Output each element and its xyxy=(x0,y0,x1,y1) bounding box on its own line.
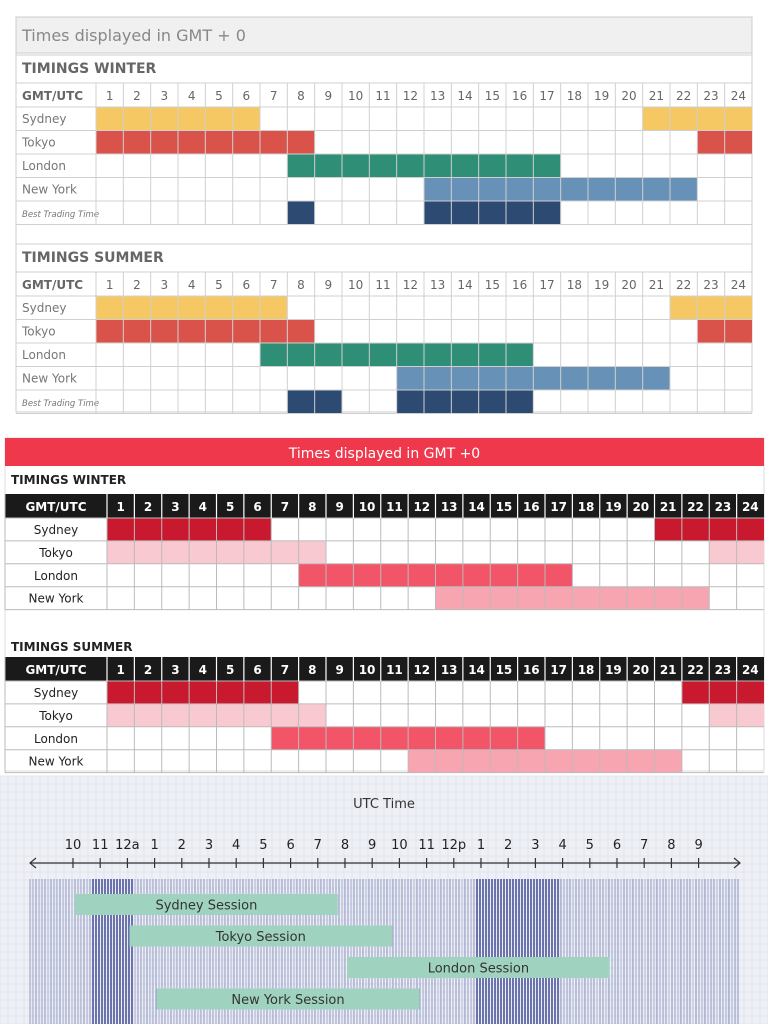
hour-label: 17 xyxy=(539,278,555,292)
hour-label: 1 xyxy=(116,663,125,677)
hour-label: 5 xyxy=(215,89,223,103)
tick-label: 11 xyxy=(91,838,109,853)
table-title: TIMINGS SUMMER xyxy=(11,640,133,654)
hour-label: 19 xyxy=(605,500,622,514)
row-label: Tokyo xyxy=(39,708,73,723)
hour-label: 2 xyxy=(133,89,141,103)
panel-2 xyxy=(5,438,764,773)
hour-label: 14 xyxy=(468,500,485,514)
row-label: New York xyxy=(28,591,84,606)
hour-label: 16 xyxy=(512,89,528,103)
hour-label: 11 xyxy=(386,500,403,514)
tick-label: 5 xyxy=(585,838,594,853)
hour-label: 7 xyxy=(280,663,290,677)
hour-label: 23 xyxy=(714,500,732,514)
hour-label: 17 xyxy=(539,89,555,103)
session-label: Sydney Session xyxy=(155,898,258,914)
hour-label: 12 xyxy=(402,89,418,103)
session-label: Tokyo Session xyxy=(215,930,306,945)
tick-label: 5 xyxy=(259,838,268,853)
hour-label: 10 xyxy=(348,278,364,292)
hour-label: 1 xyxy=(105,89,114,103)
table-title: TIMINGS WINTER xyxy=(11,473,127,487)
hour-label: 11 xyxy=(375,89,391,103)
hour-label: 19 xyxy=(594,89,610,103)
row-label: London xyxy=(34,568,78,583)
hour-label: 3 xyxy=(160,278,169,292)
hour-label: 4 xyxy=(198,663,207,677)
hours-label: GMT/UTC xyxy=(22,278,84,292)
hour-label: 8 xyxy=(308,663,317,677)
hour-label: 15 xyxy=(484,278,500,292)
hour-label: 22 xyxy=(676,89,692,103)
hour-label: 1 xyxy=(105,278,114,292)
hour-label: 9 xyxy=(324,89,333,103)
hour-label: 12 xyxy=(413,663,431,677)
hour-label: 22 xyxy=(676,278,692,292)
hour-label: 3 xyxy=(171,500,180,514)
hour-label: 21 xyxy=(648,278,664,292)
hour-label: 12 xyxy=(402,278,418,292)
tick-label: 8 xyxy=(340,838,350,853)
session-bar-sydney xyxy=(682,681,764,704)
hour-label: 14 xyxy=(468,663,485,677)
hour-label: 22 xyxy=(687,500,704,514)
hour-label: 12 xyxy=(413,500,431,514)
tick-label: 10 xyxy=(64,838,82,853)
hour-label: 24 xyxy=(730,89,746,103)
hour-label: 4 xyxy=(187,278,196,292)
tick-label: 8 xyxy=(667,838,676,853)
hour-label: 24 xyxy=(741,500,759,514)
hour-label: 5 xyxy=(226,500,235,514)
panel-2-header-text: Times displayed in GMT +0 xyxy=(288,446,481,462)
hour-label: 4 xyxy=(187,89,196,103)
hour-label: 24 xyxy=(730,278,746,292)
hour-label: 19 xyxy=(605,663,622,677)
row-label: Tokyo xyxy=(22,135,56,150)
hour-label: 20 xyxy=(621,89,637,103)
session-label: London Session xyxy=(427,961,530,977)
panel-1 xyxy=(16,17,752,414)
row-label: Best Trading Time xyxy=(22,398,100,409)
hour-label: 21 xyxy=(648,89,664,103)
hours-label: GMT/UTC xyxy=(25,500,87,514)
panel-3 xyxy=(0,776,768,1024)
hour-label: 6 xyxy=(242,278,251,292)
row-label: Tokyo xyxy=(22,324,56,339)
row-label: London xyxy=(34,731,78,746)
hour-label: 16 xyxy=(522,500,540,514)
hour-label: 7 xyxy=(269,89,278,103)
hour-label: 24 xyxy=(741,663,759,677)
hour-label: 9 xyxy=(335,500,344,514)
hour-label: 3 xyxy=(160,89,169,103)
table-title: TIMINGS WINTER xyxy=(22,61,157,77)
hour-label: 20 xyxy=(632,500,650,514)
hour-label: 8 xyxy=(297,278,305,292)
session-bar-best-trading-time xyxy=(397,390,534,414)
hour-label: 5 xyxy=(226,663,235,677)
session-bar-best-trading-time xyxy=(424,201,561,225)
row-label: Tokyo xyxy=(39,545,73,560)
hour-label: 2 xyxy=(133,278,141,292)
row-label: New York xyxy=(28,754,84,769)
hour-label: 23 xyxy=(703,278,719,292)
row-label: Sydney xyxy=(22,300,67,315)
hour-label: 13 xyxy=(440,500,458,514)
hour-label: 18 xyxy=(577,663,595,677)
tick-label: 11 xyxy=(418,838,435,853)
hour-label: 13 xyxy=(430,278,446,292)
session-bar-best-trading-time xyxy=(287,201,314,225)
hour-label: 15 xyxy=(495,663,513,677)
session-bar-sydney xyxy=(670,296,752,320)
hour-label: 14 xyxy=(457,278,473,292)
tick-label: 9 xyxy=(368,838,377,853)
hour-label: 9 xyxy=(324,278,333,292)
tick-label: 12a xyxy=(115,838,140,853)
hour-label: 15 xyxy=(484,89,500,103)
hour-label: 4 xyxy=(198,500,207,514)
hour-label: 6 xyxy=(253,663,262,677)
hour-label: 15 xyxy=(495,500,513,514)
table-title: TIMINGS SUMMER xyxy=(22,250,164,266)
row-label: London xyxy=(22,158,66,173)
hour-label: 5 xyxy=(215,278,223,292)
hour-label: 13 xyxy=(440,663,458,677)
tick-label: 9 xyxy=(694,838,703,853)
tick-label: 4 xyxy=(232,838,241,853)
tick-label: 6 xyxy=(612,838,622,853)
tick-label: 3 xyxy=(531,838,540,853)
tick-label: 10 xyxy=(391,838,408,853)
hour-label: 3 xyxy=(171,663,180,677)
session-bar-sydney xyxy=(96,296,287,320)
hour-label: 8 xyxy=(308,500,317,514)
tick-label: 6 xyxy=(286,838,295,853)
hour-label: 2 xyxy=(143,663,153,677)
hour-label: 19 xyxy=(594,278,610,292)
hours-label: GMT/UTC xyxy=(25,663,87,677)
row-label: New York xyxy=(22,371,77,386)
hour-label: 7 xyxy=(269,278,278,292)
hour-label: 18 xyxy=(577,500,595,514)
row-label: Best Trading Time xyxy=(22,209,100,220)
hour-label: 18 xyxy=(566,89,582,103)
hour-label: 17 xyxy=(550,663,568,677)
hour-label: 23 xyxy=(703,89,719,103)
hour-label: 16 xyxy=(512,278,528,292)
tick-label: 3 xyxy=(204,838,214,853)
row-label: New York xyxy=(22,182,77,197)
panel-1-header-text: Times displayed in GMT + 0 xyxy=(22,26,246,45)
hour-label: 2 xyxy=(143,500,153,514)
hour-label: 20 xyxy=(621,278,637,292)
tick-label: 2 xyxy=(504,838,513,853)
row-label: Sydney xyxy=(22,111,67,126)
hour-label: 6 xyxy=(253,500,262,514)
tick-label: 7 xyxy=(313,838,322,853)
hour-label: 18 xyxy=(566,278,582,292)
hour-label: 21 xyxy=(659,663,677,677)
hour-label: 9 xyxy=(335,663,344,677)
hour-label: 1 xyxy=(116,500,125,514)
session-label: New York Session xyxy=(231,993,345,1008)
tick-label: 4 xyxy=(558,838,567,853)
tick-label: 1 xyxy=(476,838,486,853)
row-label: London xyxy=(22,347,66,362)
hour-label: 20 xyxy=(632,663,650,677)
hour-label: 14 xyxy=(457,89,473,103)
tick-label: 1 xyxy=(150,838,159,853)
hour-label: 21 xyxy=(659,500,677,514)
hour-label: 13 xyxy=(430,89,446,103)
row-label: Sydney xyxy=(33,522,79,537)
tick-label: 2 xyxy=(177,838,186,853)
row-label: Sydney xyxy=(33,685,79,700)
hour-label: 8 xyxy=(297,89,305,103)
axis-title: UTC Time xyxy=(353,797,415,812)
hour-label: 10 xyxy=(348,89,364,103)
hour-label: 11 xyxy=(386,663,403,677)
hour-label: 6 xyxy=(242,89,251,103)
tick-label: 12p xyxy=(441,838,467,853)
hour-label: 10 xyxy=(358,663,376,677)
hour-label: 11 xyxy=(375,278,391,292)
hours-label: GMT/UTC xyxy=(22,89,84,103)
hour-label: 16 xyxy=(522,663,540,677)
hour-label: 23 xyxy=(714,663,732,677)
hour-label: 17 xyxy=(550,500,568,514)
hour-label: 22 xyxy=(687,663,704,677)
tick-label: 7 xyxy=(640,838,649,853)
hour-label: 10 xyxy=(358,500,376,514)
hour-label: 7 xyxy=(280,500,290,514)
session-bar-sydney xyxy=(107,681,299,704)
